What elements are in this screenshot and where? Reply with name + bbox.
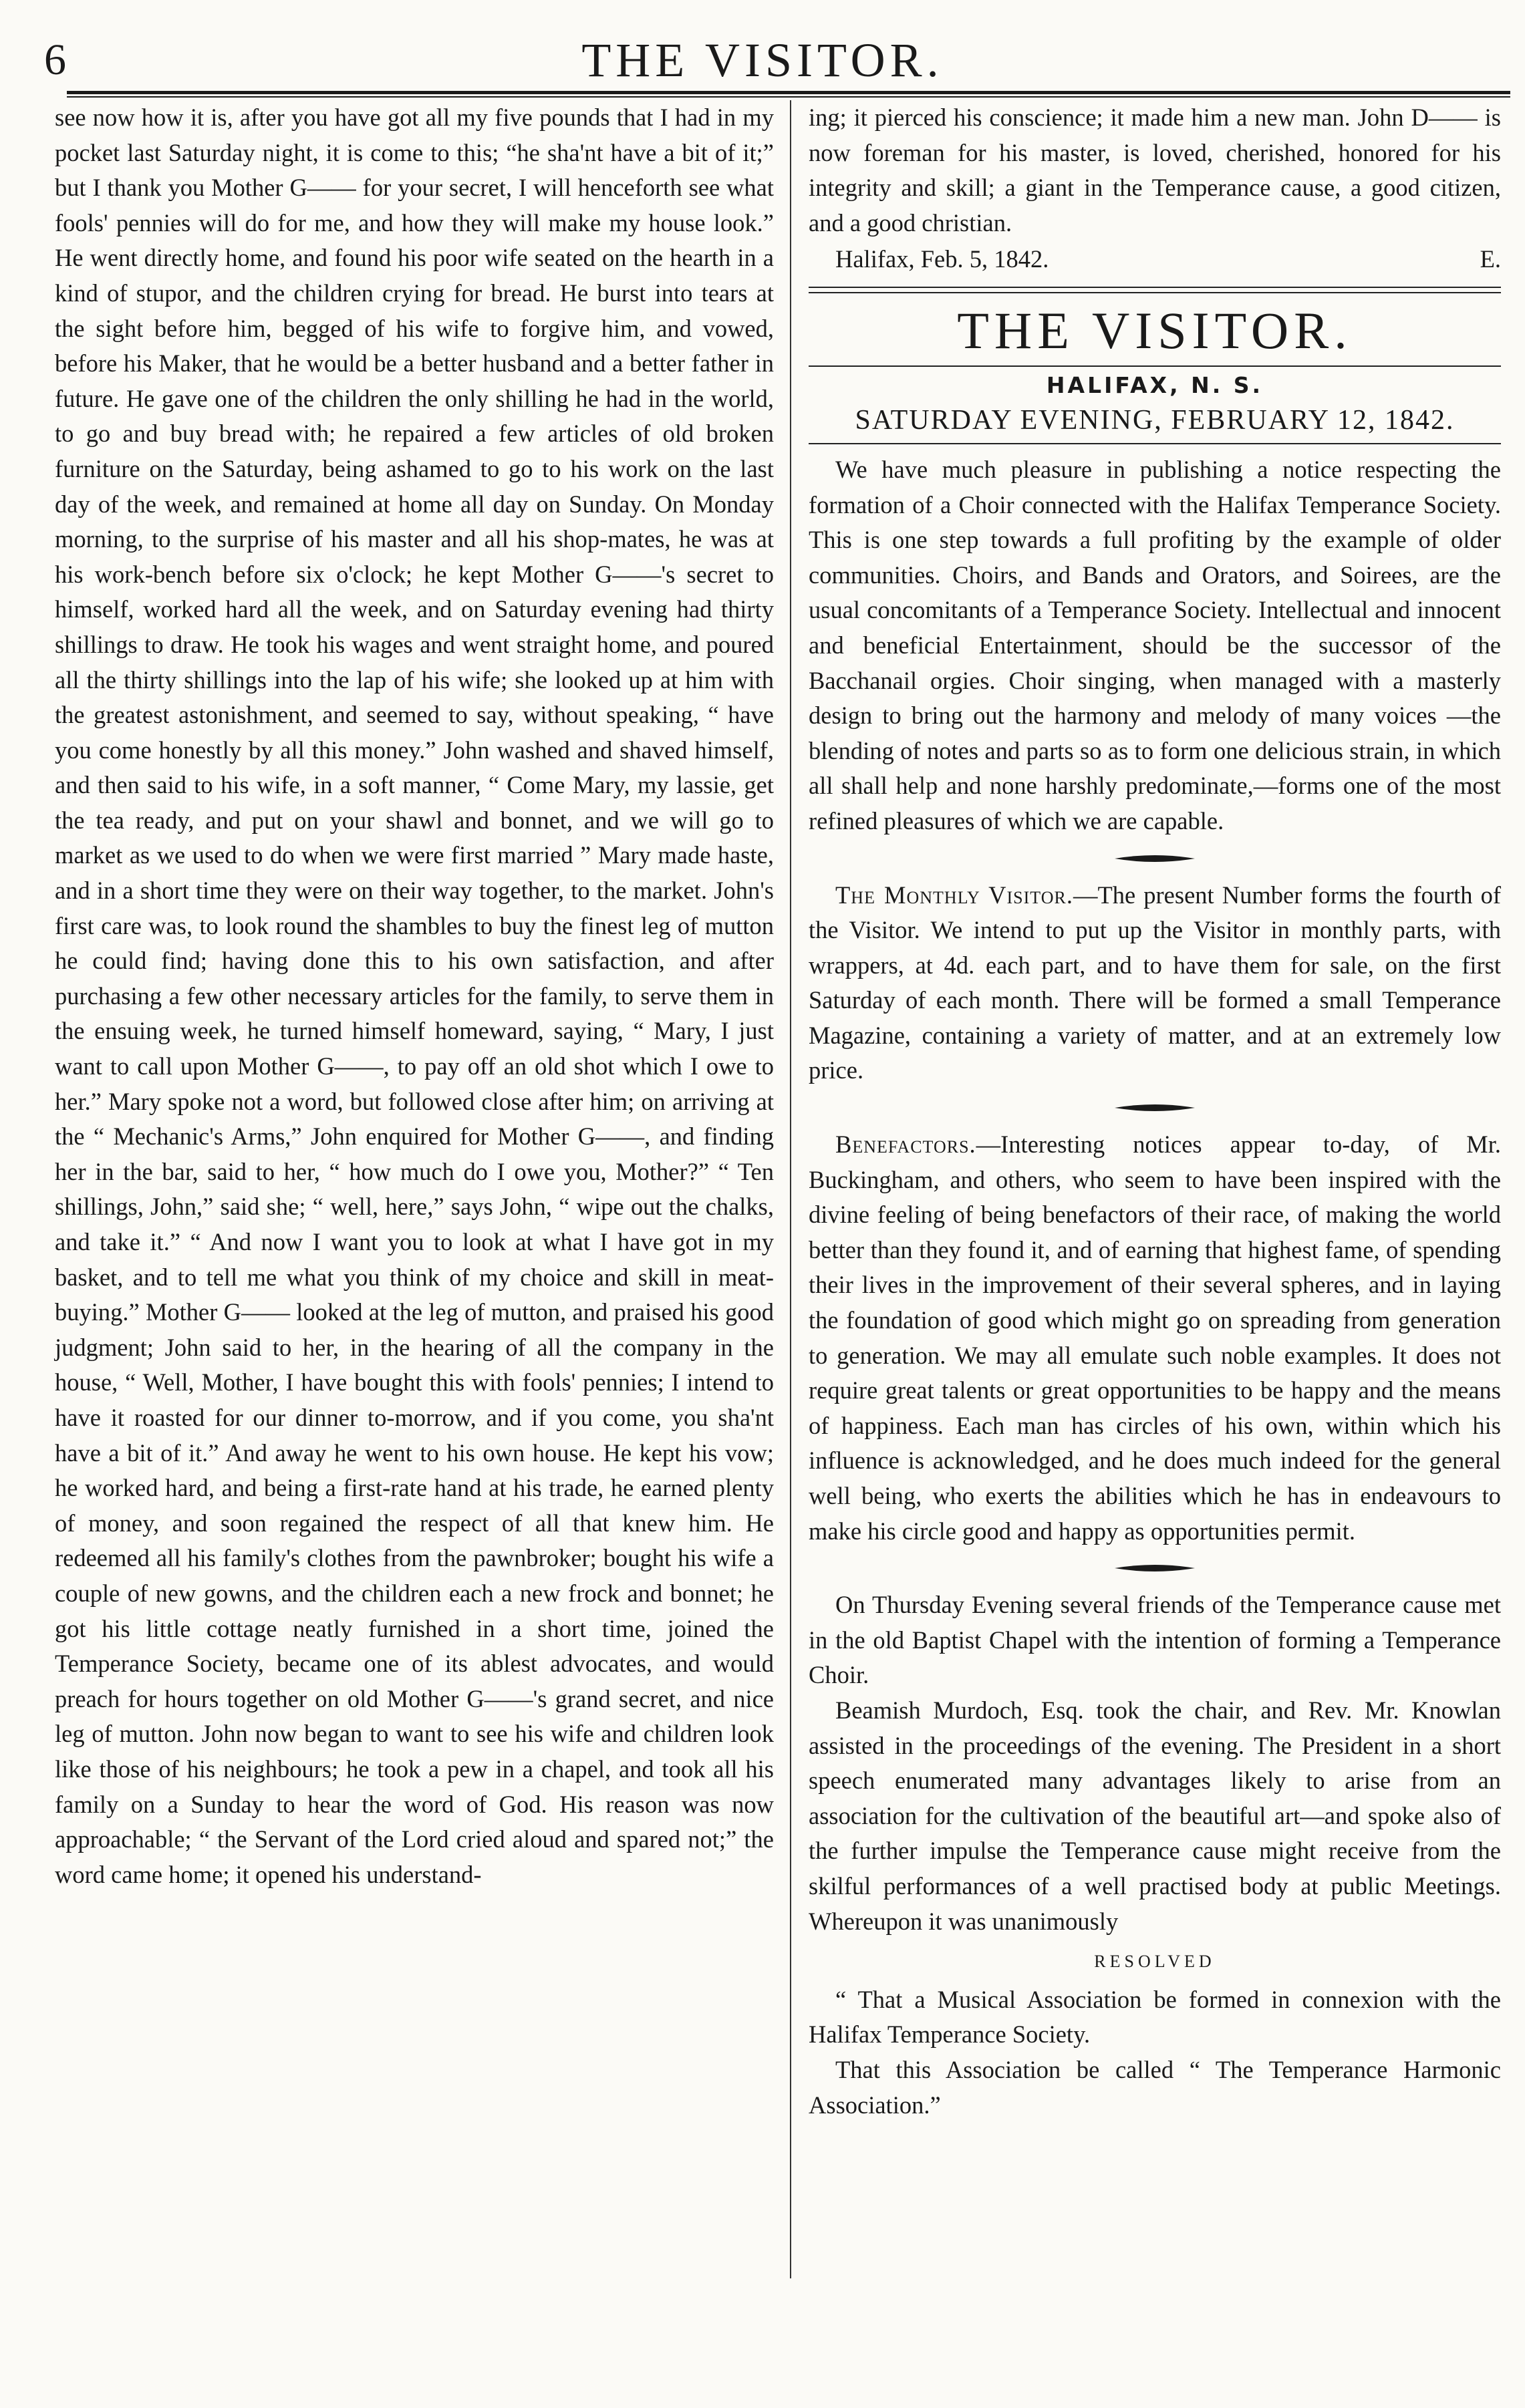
benefactors-body: —Interesting notices appear to-day, of Mr. Buckingham, and others, who seem to have been inspired with the divine feeling of being benefactors of their race, of making the world better than they found it, and of earning that highest fame, of spending their lives in the improvement of their several spheres, and in laying the foundation of good which might go on spreading from generation to generation. We may all emulate such noble examples. It does not require great talents or great opportunities to be happy and the means of happiness. Each man has circles of his own, within which his influence is acknowledged, and he does much indeed for the general well being, who exerts the abilities which he has in endeavours to make his circle good and happy as opportunities permit.: [809, 1131, 1501, 1545]
masthead-rule-bottom: [809, 443, 1501, 444]
running-head: [44, 29, 1481, 91]
header-rule-thin: [67, 96, 1510, 98]
benefactors-heading: Benefactors.: [835, 1131, 976, 1159]
masthead-place: HALIFAX, N. S.: [1046, 371, 1264, 398]
masthead-rule-top: [809, 287, 1501, 293]
resolved-heading: RESOLVED: [1094, 1952, 1216, 1972]
column-divider: [790, 100, 791, 2278]
article-benefactors: [809, 1127, 1501, 1549]
masthead-rule: [809, 365, 1501, 367]
article-meeting-intro: On Thursday Evening several friends of the Temperance cause met in the old Baptist Chapel with the intention of forming a Temperance Choir.: [809, 1591, 1501, 1689]
monthly-body: —The present Number forms the fourth of the Visitor. We intend to put up the Visitor in monthly parts, with wrappers, at 4d. each part, and to have them for sale, on the first Saturday of each month. There will be formed a small Temperance Magazine, containing a variety of matter, and at an extremely low price.: [809, 881, 1501, 1084]
page-number: 6: [44, 35, 66, 84]
author-initial: E.: [1480, 245, 1501, 273]
resolution-first: “ That a Musical Association be formed in connexion with the Halifax Temperance Society.: [809, 1985, 1501, 2049]
article-meeting-proceedings: Beamish Murdoch, Esq. took the chair, and Rev. Mr. Knowlan assisted in the proceedings of the evening. The President in a short speech enumerated many advantages likely to arise from an association for the cultivation of the beautiful art—and spoke also of the further impulse the Temperance cause might receive from the skilful performances of a well practised body at public Meetings. Whereupon it was unanimously: [809, 1696, 1501, 1935]
running-title: THE VISITOR.: [581, 33, 944, 87]
masthead-date: SATURDAY EVENING, FEBRUARY 12, 1842.: [855, 404, 1455, 436]
story-dateline: [809, 242, 1501, 277]
ornament-divider-icon: [809, 1549, 1501, 1588]
monthly-heading: The Monthly Visitor.: [835, 881, 1073, 909]
masthead-title: THE VISITOR.: [957, 301, 1353, 359]
left-column: [55, 100, 774, 1892]
dateline-text: Halifax, Feb. 5, 1842.: [835, 245, 1049, 273]
article-monthly-visitor: [809, 878, 1501, 1089]
right-column: [809, 100, 1501, 2123]
resolution-second: That this Association be called “ The Temperance Harmonic Association.”: [809, 2055, 1501, 2119]
ornament-divider-icon: [809, 839, 1501, 878]
header-rule: [67, 91, 1510, 94]
story-continuation: see now how it is, after you have got all my five pounds that I had in my pocket last Saturday night, it is come to this; “he sha'nt have a bit of it;” but I thank you Mother G—— for your secret, I will henceforth see what fools' pennies will do for me, and how they will make my house look.” He went directly home, and found his poor wife seated on the hearth in a kind of stupor, and the children crying for bread. He burst into tears at the sight before him, begged of his wife to forgive him, and vowed, before his Maker, that he would be a better husband and a better father in future. He gave one of the children the only shilling he had in the world, to go and buy bread with; he repaired a few articles of old broken furniture on the Saturday, being ashamed to go to his work on the last day of the week, and remained at home all day on Sunday. On Monday morning, to the surprise of his master and all his shop-mates, he was at his work-bench before six o'clock; he kept Mother G——'s secret to himself, worked hard all the week, and on Saturday evening had thirty shillings to draw. He took his wages and went straight home, and poured all the thirty shillings into the lap of his wife; she looked up at him with the greatest astonishment, and seemed to say, without speaking, “ have you come honestly by all this money.” John washed and shaved himself, and then said to his wife, in a soft manner, “ Come Mary, my lassie, get the tea ready, and put on your shawl and bonnet, and we will go to market as we used to do when we were first married ” Mary made haste, and in a short time they were on their way together, to the market. John's first care was, to look round the shambles to buy the finest leg of mutton he could find; having done this to his own satisfaction, and after purchasing a few other necessary articles for the family, to serve them in the ensuing week, he turned himself homeward, saying, “ Mary, I just want to call upon Mother G——, to pay off an old shot which I owe to her.” Mary spoke not a word, but followed close after him; on arriving at the “ Mechanic's Arms,” John enquired for Mother G——, and finding her in the bar, said to her, “ how much do I owe you, Mother?” “ Ten shillings, John,” said she; “ well, here,” says John, “ wipe out the chalks, and take it.” “ And now I want you to look at what I have got in my basket, and to tell me what you think of my choice and skill in meat-buying.” Mother G—— looked at the leg of mutton, and praised his good judgment; John said to her, in the hearing of all the company in the house, “ Well, Mother, I have bought this with fools' pennies; I intend to have it roasted for our dinner to-morrow, and if you come, you sha'nt have a bit of it.” And away he went to his own house. He kept his vow; he worked hard, and being a first-rate hand at his trade, he earned plenty of money, and soon regained the respect of all that knew him. He redeemed all his family's clothes from the pawnbroker; bought his wife a couple of new gowns, and the children each a new frock and bonnet; he got his little cottage neatly furnished in a short time, joined the Temperance Society, became one of its ablest advocates, and would preach for hours together on old Mother G——'s grand secret, and nice leg of mutton. John now began to want to see his wife and children look like those of his neighbours; he took a pew in a chapel, and took all his family on a Sunday to hear the word of God. His reason was now approachable; “ the Servant of the Lord cried aloud and spared not;” the word came home; it opened his understand-: [55, 104, 774, 1888]
story-conclusion: ing; it pierced his conscience; it made him a new man. John D—— is now foreman for his master, is loved, cherished, honored for his integrity and skill; a giant in the Temperance cause, a good citizen, and a good christian.: [809, 104, 1501, 237]
article-choir: We have much pleasure in publishing a notice respecting the formation of a Choir connected with the Halifax Temperance Society. This is one step towards a full profiting by the example of older communities. Choirs, and Bands and Orators, and Soirees, are the usual concomitants of a Temperance Society. Intellectual and innocent and beneficial Entertainment, should be the successor of the Bacchanail orgies. Choir singing, when managed with a masterly design to bring out the harmony and melody of many voices —the blending of notes and parts so as to form one delicious strain, in which all shall help and none harshly predominate,—forms one of the most refined pleasures of which we are capable.: [809, 455, 1501, 835]
ornament-divider-icon: [809, 1088, 1501, 1127]
